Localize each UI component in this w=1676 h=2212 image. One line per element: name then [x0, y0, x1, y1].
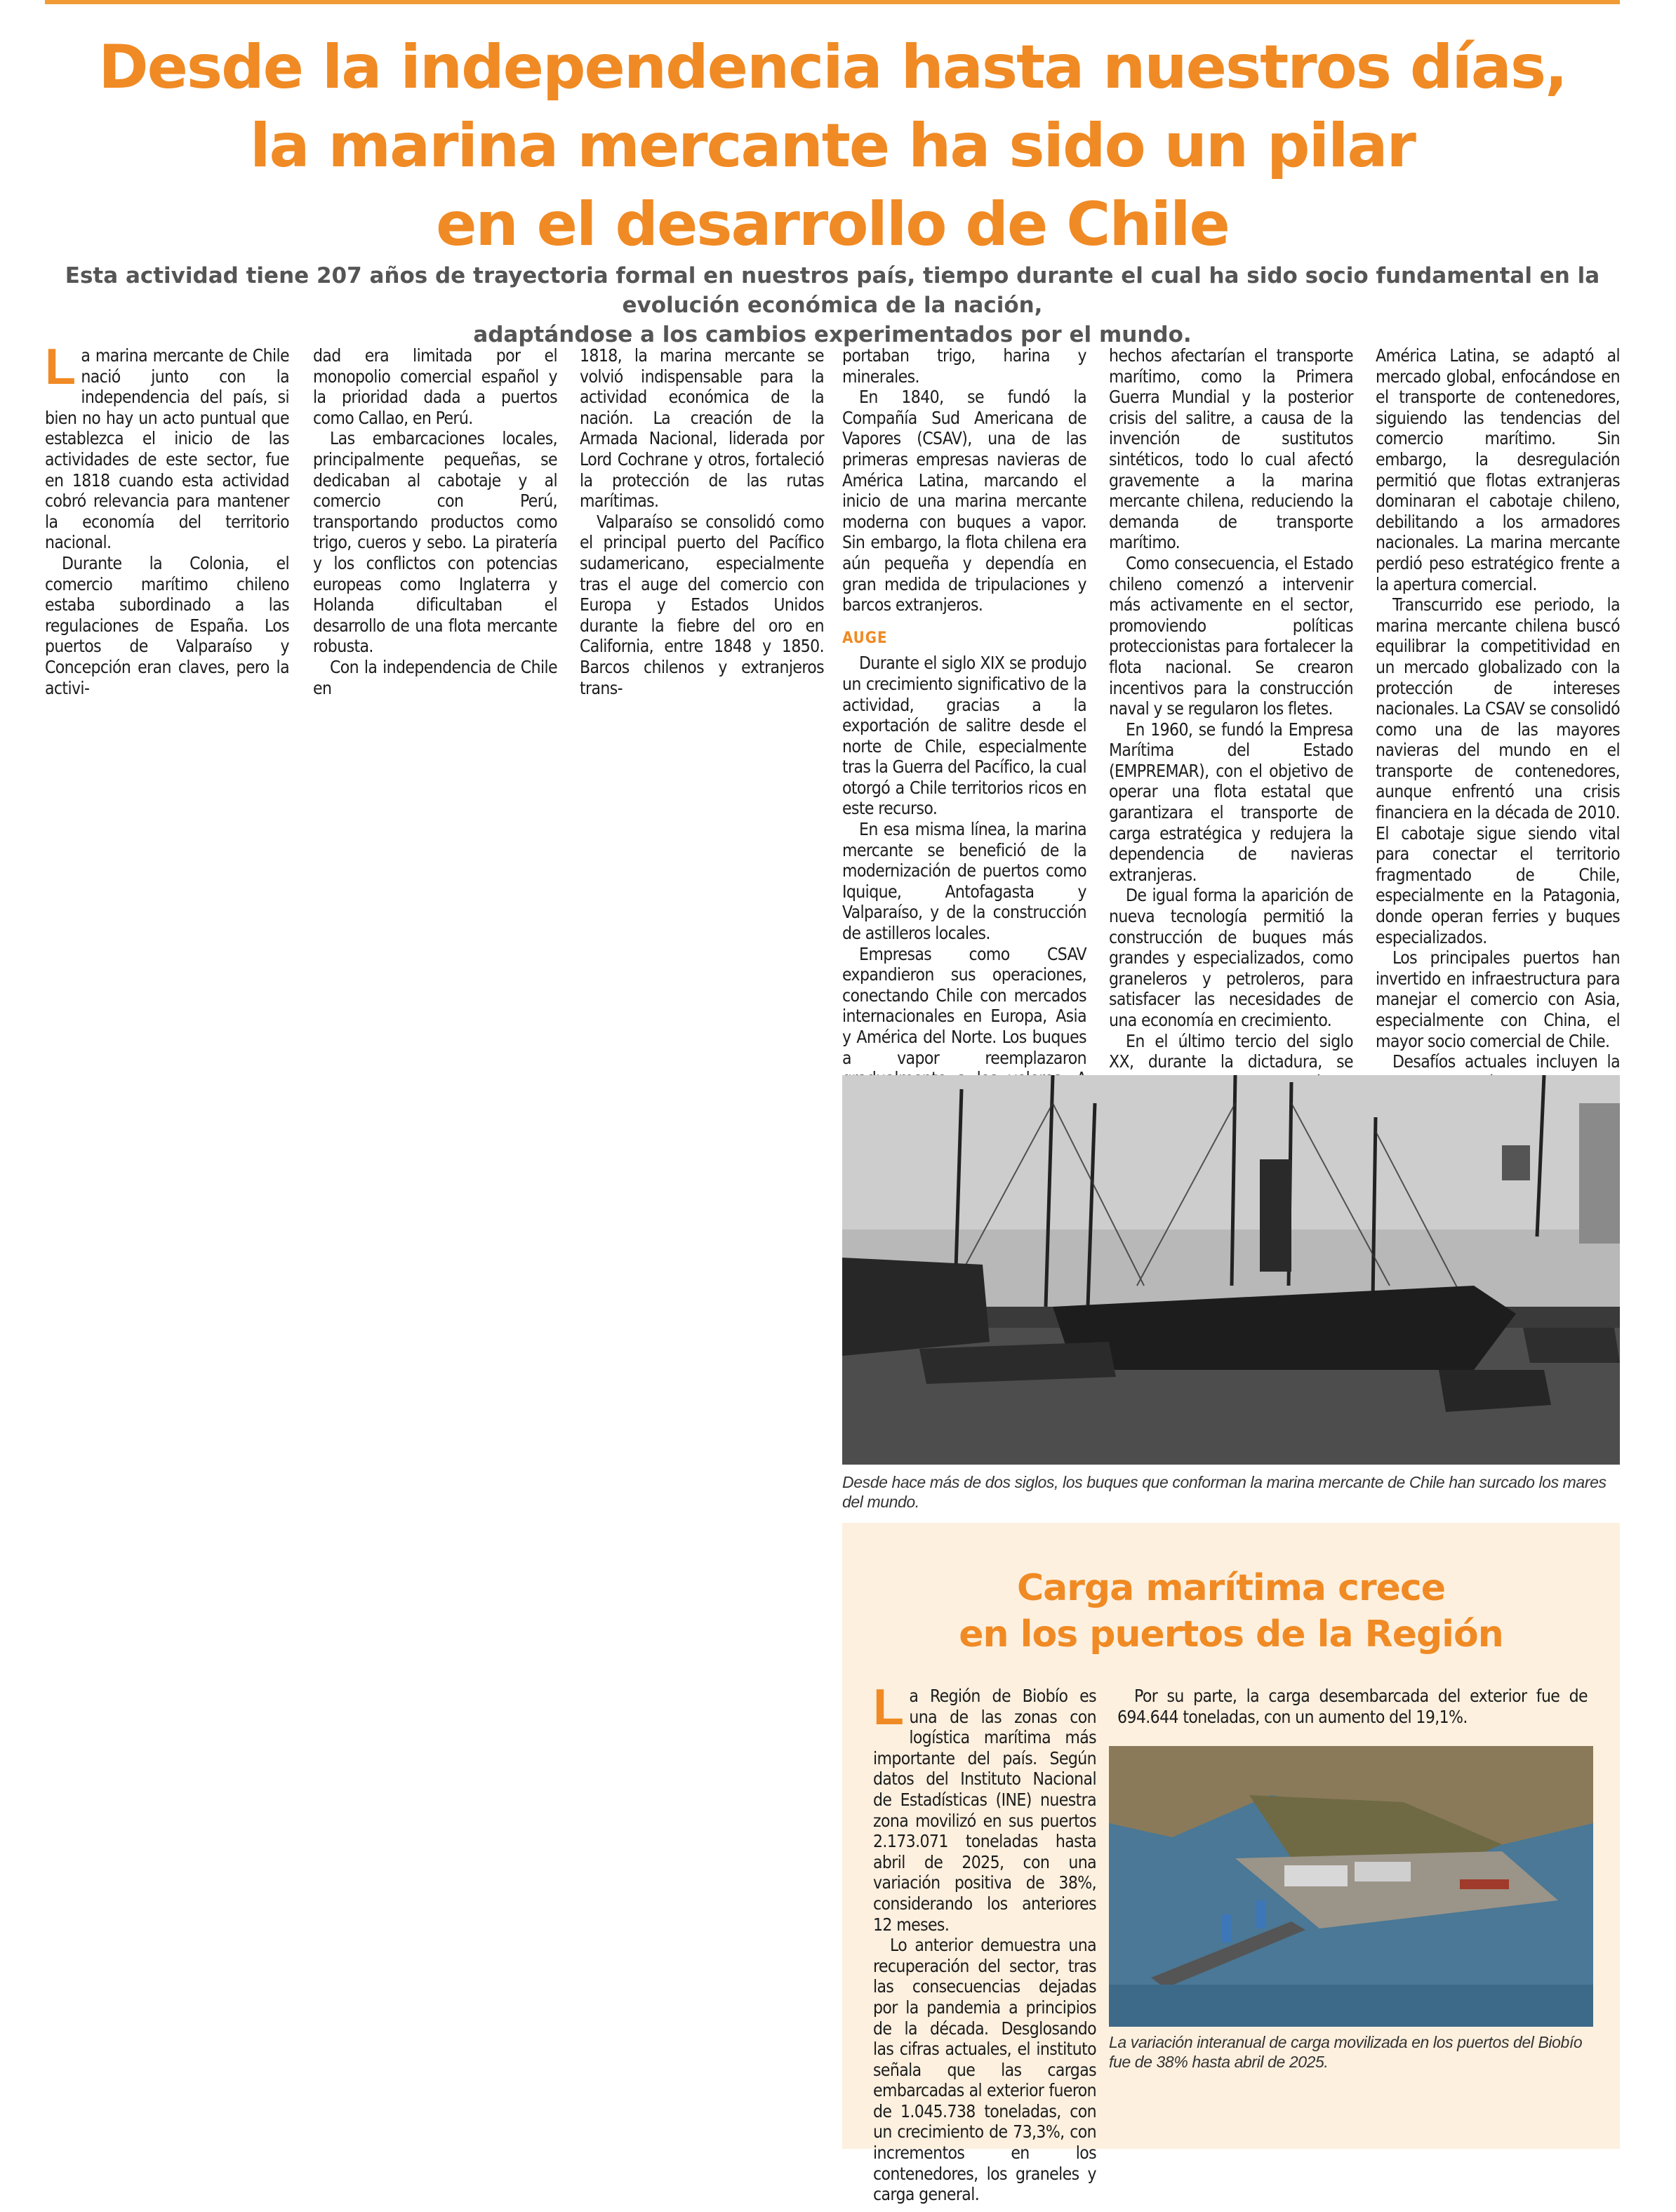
- paragraph: Las embarcaciones locales, principalmente pequeñas, se dedicaban al cabotaje y al comercio con Perú, transportando productos como trigo, cueros y sebo. La piratería y los conflictos con potencias europeas como Inglaterra y Holanda dificultaban el desarrollo de una flota mercante robusta.: [313, 428, 557, 657]
- deck-line-2: adaptándose a los cambios experimentados por el mundo.: [473, 322, 1192, 347]
- paragraph: Empresas como CSAV expandieron sus operaciones, conectando Chile con mercados internacionales en Europa, Asia y América del Norte. Los buques a vapor reemplazaron: [842, 943, 1086, 1068]
- sidebar-photo-caption: La variación interanual de carga movilizada en los puertos del Biobío fue de 38% hasta abril de 2025.: [1109, 2033, 1583, 2071]
- headline-line-2: la marina mercante ha sido un pilar: [250, 111, 1415, 181]
- aerial-port-photo: [1109, 1746, 1593, 2027]
- paragraph: dad era limitada por el monopolio comercial español y la prioridad dada a puertos como Callao, en Perú.: [313, 345, 557, 428]
- paragraph: a Región de Biobío es una de las zonas con logística marítima más importante del país. Según datos del Instituto Nacional de Estadísticas (INE) nuestra zona movilizó en sus puertos 2.173.071 toneladas hasta abril de 2025, con una variación positiva de 38%, considerando los anteriores 12 meses.: [873, 1686, 1096, 1935]
- paragraph: Lo anterior demuestra una recuperación del sector, tras las consecuencias dejadas por la pandemia a principios de la década. Desglosando las cifras actuales, el instituto señala que las cargas embarcadas al exterior fueron de 1.045.738 toneladas, con un crecimiento de 73,3%, con incrementos en los contenedores, los graneles y carga general.: [873, 1935, 1096, 2205]
- paragraph: Durante la Colonia, el comercio marítimo chileno estaba subordinado a las regulaciones de España. Los puertos de Valparaíso y Concepción eran claves, pero la activi-: [45, 552, 289, 698]
- port-illustration: [1109, 1746, 1593, 2027]
- paragraph: En el último tercio del siglo XX, durante la dictadura, se: [1109, 1030, 1353, 1072]
- sidebar-column-1: [873, 1679, 1096, 2205]
- paragraph: 1818, la marina mercante se volvió indispensable para la actividad económica de la nación. La creación de la Armada Nacional, liderada por Lord Cochrane y otros, fortaleció la protección de las rutas marítimas.: [580, 345, 824, 512]
- headline: [45, 28, 1620, 264]
- section-subhead-auge: AUGE: [842, 629, 888, 647]
- sidebar-title-line-1: Carga marítima crece: [1017, 1567, 1445, 1609]
- paragraph: a marina mercante de Chile nació junto con la independencia del país, si bien no hay un acto puntual que establezca el inicio de las actividades de este sector, fue en 1818 cuando esta actividad cobró relevancia para mantener la economía del territorio nacional.: [45, 345, 289, 553]
- sidebar-box: [842, 1523, 1620, 2205]
- paragraph: Desafíos actuales incluyen la: [1392, 1051, 1620, 1072]
- paragraph: Los principales puertos han invertido en infraestructura para manejar el comercio con Asia, especialmente con China, el mayor socio comercial de Chile.: [1376, 947, 1620, 1051]
- paragraph: En 1840, se fundó la Compañía Sud Americana de Vapores (CSAV), una de las primeras empresas navieras de América Latina, marcando el inicio de una marina mercante moderna con buques a vapor. Sin embargo, la flota chilena era aún pequeña y dependía en gran medida de tripulaciones y barcos extranjeros.: [842, 387, 1086, 615]
- sidebar-title: [842, 1565, 1620, 1658]
- top-rule: [45, 0, 1620, 4]
- headline-line-3: en el desarrollo de Chile: [436, 189, 1229, 260]
- historic-harbor-photo: [842, 1075, 1620, 1465]
- article-column-3: [580, 345, 824, 698]
- paragraph: De igual forma la aparición de nueva tecnología permitió la construcción de buques más grandes y especializados, como graneleros y petroleros, para satisfacer las necesidades de una economía en crecimiento.: [1109, 885, 1353, 1030]
- sidebar-drop-cap: L: [873, 1679, 904, 1735]
- deck-line-1: Esta actividad tiene 207 años de trayectoria formal en nuestros país, tiempo durante el cual ha sido socio fundamental en la evolución económica de la nación,: [65, 263, 1600, 318]
- deck: [45, 261, 1620, 349]
- paragraph: Valparaíso se consolidó como el principal puerto del Pacífico sudamericano, especialmente tras el auge del comercio con Europa y Estados Unidos durante la fiebre del oro en California, entre 1848 y 1850. Barcos chilenos y extranjeros trans-: [580, 511, 824, 698]
- paragraph: América Latina, se adaptó al mercado global, enfocándose en el transporte de contenedores, siguiendo las tendencias del comercio marítimo. Sin embargo, la desregulación permitió que flotas extranjeras dominaran el cabotaje chileno, debilitando a los armadores nacionales. La marina mercante perdió peso estratégico frente a la apertura comercial.: [1376, 345, 1620, 594]
- paragraph: Transcurrido ese periodo, la marina mercante chilena buscó equilibrar la competitividad en un mercado globalizado con la protección de intereses nacionales. La CSAV se consolidó como una de las mayores navieras del mundo en el transporte de contenedores, aunque enfrentó una crisis financiera en la década de 2010. El cabotaje sigue siendo vital para conectar el territorio fragmentado de Chile, especialmente en la Patagonia, donde operan ferries y buques especializados.: [1376, 594, 1620, 947]
- paragraph: Durante el siglo XIX se produjo un crecimiento significativo de la actividad, gracias a la exportación de salitre desde el norte de Chile, especialmente tras la Guerra del Pacífico, la cual otorgó a Chile territorios ricos en este recurso.: [842, 653, 1086, 819]
- article-column-2: [313, 345, 557, 698]
- article-column-6: [1376, 345, 1620, 1176]
- headline-line-1: Desde la independencia hasta nuestros días,: [98, 32, 1567, 102]
- paragraph: portaban trigo, harina y minerales.: [842, 345, 1086, 387]
- paragraph: En 1960, se fundó la Empresa Marítima del Estado (EMPREMAR), con el objetivo de operar una flota estatal que garantizara el transporte de carga estratégica y redujera la dependencia de navieras extranjeras.: [1109, 719, 1353, 885]
- photo-caption: Desde hace más de dos siglos, los buques que conforman la marina mercante de Chile han surcado los mares del mundo.: [842, 1473, 1607, 1511]
- drop-cap: L: [45, 339, 76, 395]
- article-column-1: [45, 339, 289, 698]
- paragraph: En esa misma línea, la marina mercante se benefició de la modernización de puertos como Iquique, Antofagasta y Valparaíso, y de la construcción de astilleros locales.: [842, 819, 1086, 944]
- paragraph: Con la independencia de Chile en: [313, 656, 557, 698]
- harbor-illustration: [842, 1075, 1620, 1465]
- paragraph: Como consecuencia, el Estado chileno comenzó a intervenir más activamente en el sector, promoviendo políticas proteccionistas para fortalecer la flota nacional. Se crearon incentivos para la construcción naval y se regularon los fletes.: [1109, 552, 1353, 719]
- sidebar-column-2: [1117, 1686, 1588, 1727]
- sidebar-title-line-2: en los puertos de la Región: [959, 1613, 1503, 1655]
- paragraph: Por su parte, la carga desembarcada del exterior fue de 694.644 toneladas, con un aumento del 19,1%.: [1117, 1686, 1588, 1727]
- paragraph: hechos afectarían el transporte marítimo, como la Primera Guerra Mundial y la posterior crisis del salitre, a causa de la invención de sustitutos sintéticos, todo lo cual afectó gravemente a la marina mercante chilena, reduciendo la demanda de transporte marítimo.: [1109, 345, 1353, 553]
